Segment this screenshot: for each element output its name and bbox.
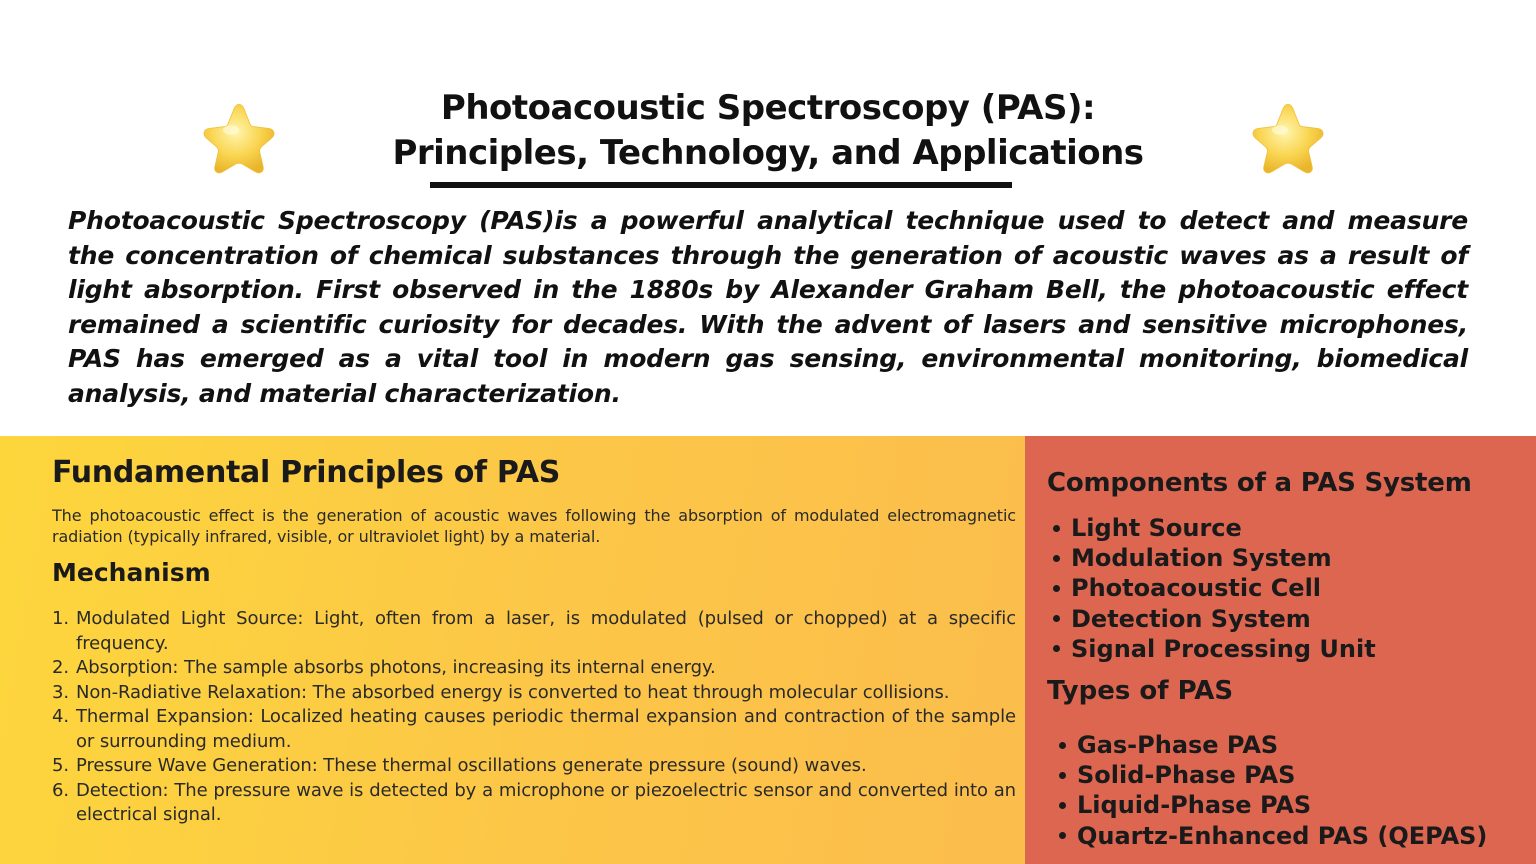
- list-item: [1053, 573, 1376, 603]
- component-label: Detection System: [1071, 604, 1311, 633]
- list-item: [1053, 604, 1376, 634]
- components-list: [1053, 513, 1376, 664]
- list-item: [1053, 634, 1376, 664]
- bullet-icon: [1053, 615, 1060, 622]
- list-item: [52, 754, 1016, 779]
- component-label: Modulation System: [1071, 544, 1332, 573]
- bullet-icon: [1059, 772, 1066, 779]
- list-item: [1059, 730, 1487, 760]
- list-item: [52, 779, 1016, 828]
- title-line-2: Principles, Technology, and Applications: [392, 133, 1144, 173]
- list-item: [1053, 543, 1376, 573]
- list-item: [52, 705, 1016, 754]
- type-label: Quartz-Enhanced PAS (QEPAS): [1077, 821, 1488, 850]
- list-item: [1059, 760, 1487, 790]
- mechanism-heading: Mechanism: [52, 558, 211, 587]
- type-label: Gas-Phase PAS: [1077, 731, 1279, 760]
- step-number: 1.: [52, 608, 69, 629]
- bullet-icon: [1053, 645, 1060, 652]
- step-text: Detection: The pressure wave is detected by a microphone or piezoelectric sensor and converted into an electrical signal.: [76, 779, 1016, 825]
- bullet-icon: [1059, 832, 1066, 839]
- list-item: [1059, 790, 1487, 820]
- list-item: [52, 607, 1016, 656]
- types-list: [1059, 730, 1487, 851]
- step-text: Modulated Light Source: Light, often from a laser, is modulated (pulsed or chopped) at a specific frequency.: [76, 608, 1016, 654]
- step-number: 3.: [52, 681, 69, 703]
- components-heading: Components of a PAS System: [1047, 468, 1472, 498]
- type-label: Solid-Phase PAS: [1077, 761, 1296, 790]
- bullet-icon: [1059, 742, 1066, 749]
- bullet-icon: [1053, 525, 1060, 532]
- component-label: Photoacoustic Cell: [1071, 574, 1322, 603]
- step-number: 6.: [52, 779, 69, 801]
- list-item: [52, 681, 1016, 706]
- step-number: 4.: [52, 706, 69, 727]
- step-text: Non-Radiative Relaxation: The absorbed energy is converted to heat through molecular collisions.: [76, 681, 950, 703]
- list-item: [52, 656, 1016, 681]
- component-label: Light Source: [1071, 514, 1242, 543]
- list-item: [1059, 821, 1487, 851]
- bullet-icon: [1053, 555, 1060, 562]
- page-title: [0, 86, 1536, 176]
- step-text: Absorption: The sample absorbs photons, increasing its internal energy.: [76, 657, 716, 678]
- title-underline: [430, 182, 1012, 188]
- principles-text: The photoacoustic effect is the generation of acoustic waves following the absorption of modulated electromagnetic radiation (typically infrared, visible, or ultraviolet light) by a material.: [52, 506, 1016, 546]
- step-number: 2.: [52, 657, 69, 678]
- title-line-1: Photoacoustic Spectroscopy (PAS):: [440, 88, 1096, 128]
- intro-paragraph: Photoacoustic Spectroscopy (PAS)is a powerful analytical technique used to detect and measure the concentration of chemical substances through the generation of acoustic waves as a result of light absorption. First observed in the 1880s by Alexander Graham Bell, the photoacoustic effect remained a scientific curiosity for decades. With the advent of lasers and sensitive microphones, PAS has emerged as a vital tool in modern gas sensing, environmental monitoring, biomedical analysis, and material characterization.: [68, 206, 1468, 408]
- step-text: Pressure Wave Generation: These thermal oscillations generate pressure (sound) waves.: [76, 755, 867, 776]
- principles-heading: Fundamental Principles of PAS: [52, 455, 561, 490]
- type-label: Liquid-Phase PAS: [1077, 791, 1312, 820]
- bullet-icon: [1059, 802, 1066, 809]
- types-heading: Types of PAS: [1047, 676, 1234, 706]
- step-number: 5.: [52, 755, 69, 776]
- step-text: Thermal Expansion: Localized heating causes periodic thermal expansion and contraction of the sample or surrounding medium.: [76, 706, 1016, 752]
- mechanism-list: [52, 607, 1016, 828]
- bullet-icon: [1053, 585, 1060, 592]
- list-item: [1053, 513, 1376, 543]
- component-label: Signal Processing Unit: [1071, 634, 1376, 663]
